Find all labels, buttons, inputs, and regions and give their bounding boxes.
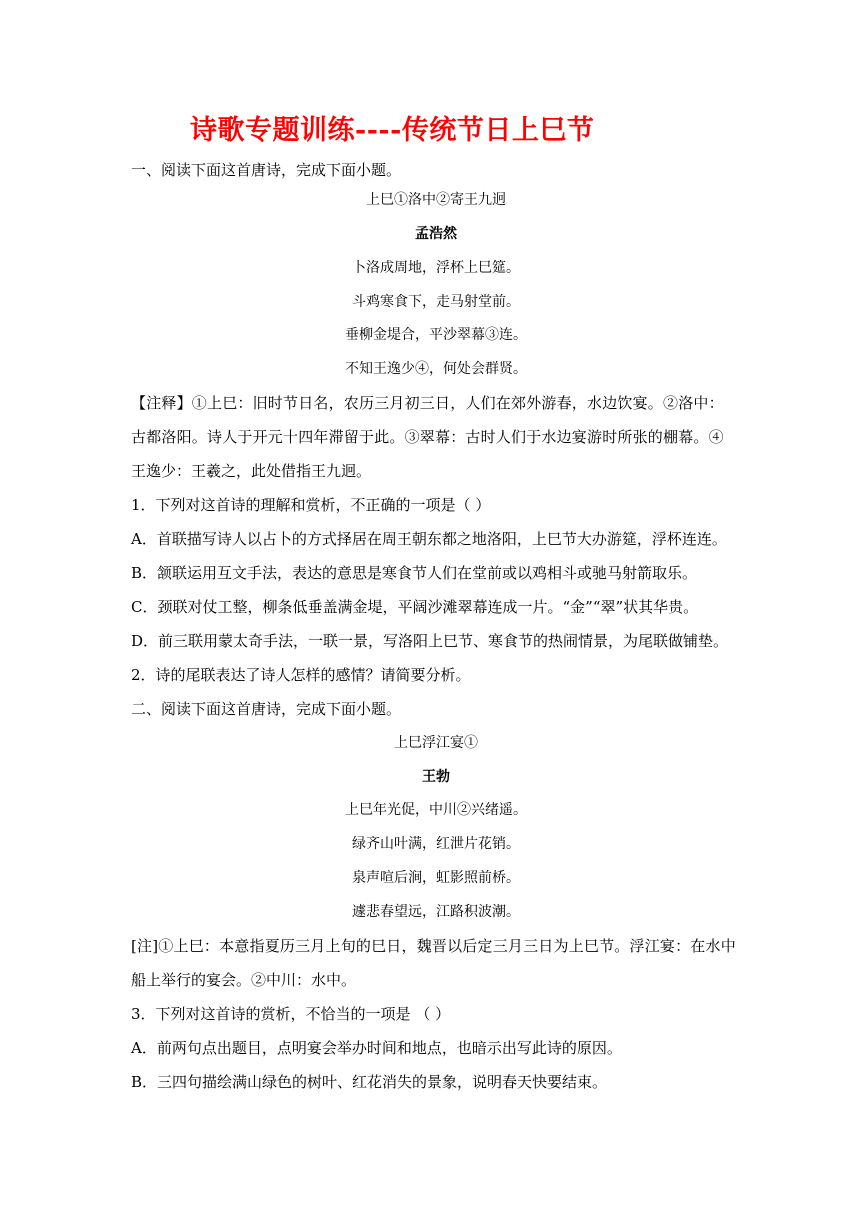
poem1-notes-line: 古都洛阳。诗人于开元十四年滞留于此。③翠幕：古时人们于水边宴游时所张的棚幕。④ bbox=[131, 428, 724, 446]
poem2-line: 遽悲春望远，江路积波潮。 bbox=[352, 904, 520, 920]
poem1-line: 垂柳金堤合，平沙翠幕③连。 bbox=[345, 327, 527, 343]
page-title: 诗歌专题训练----传统节日上巳节 bbox=[190, 115, 595, 146]
poem1-line: 斗鸡寒食下，走马射堂前。 bbox=[352, 294, 520, 310]
poem2-line: 绿齐山叶满，红泄片花销。 bbox=[352, 836, 520, 852]
poem2-author: 王勃 bbox=[422, 769, 450, 785]
poem1-author: 孟浩然 bbox=[415, 226, 457, 242]
poem2-notes-line: 船上举行的宴会。②中川：水中。 bbox=[131, 971, 357, 989]
poem2-title: 上巳浮江宴① bbox=[394, 735, 478, 751]
poem2-line: 上巳年光促，中川②兴绪遥。 bbox=[345, 802, 527, 818]
q1-option-d: D．前三联用蒙太奇手法，一联一景，写洛阳上巳节、寒食节的热闹情景，为尾联做铺垫。 bbox=[131, 632, 729, 650]
question-2: 2．诗的尾联表达了诗人怎样的感情？请简要分析。 bbox=[131, 666, 471, 684]
poem1-notes-line: 王逸少：王羲之，此处借指王九迥。 bbox=[131, 462, 372, 480]
q1-option-c: C．颈联对仗工整，柳条低垂盖满金堤，平阔沙滩翠幕连成一片。“金”“翠”状其华贵。 bbox=[131, 598, 699, 616]
q1-option-a: A．首联描写诗人以占卜的方式择居在周王朝东都之地洛阳，上巳节大办游筵，浮杯连连。 bbox=[131, 530, 727, 548]
q1-option-b: B．颔联运用互文手法，表达的意思是寒食节人们在堂前或以鸡相斗或驰马射箭取乐。 bbox=[131, 564, 698, 582]
poem2-line: 泉声喧后涧，虹影照前桥。 bbox=[352, 870, 520, 886]
section1-heading: 一、阅读下面这首唐诗，完成下面小题。 bbox=[131, 161, 402, 179]
poem1-notes-line: 【注释】①上巳：旧时节日名，农历三月初三日，人们在郊外游春，水边饮宴。②洛中： bbox=[131, 394, 724, 412]
question-1: 1．下列对这首诗的理解和赏析，不正确的一项是（ ） bbox=[131, 496, 491, 514]
q3-option-a: A．前两句点出题目，点明宴会举办时间和地点，也暗示出写此诗的原因。 bbox=[131, 1039, 622, 1057]
poem2-notes-line: [注]①上巳：本意指夏历三月上旬的巳日，魏晋以后定三月三日为上巳节。浮江宴：在水中 bbox=[131, 937, 736, 955]
poem1-title: 上巳①洛中②寄王九迥 bbox=[366, 192, 506, 208]
section2-heading: 二、阅读下面这首唐诗，完成下面小题。 bbox=[131, 700, 402, 718]
q3-option-b: B．三四句描绘满山绿色的树叶、红花消失的景象，说明春天快要结束。 bbox=[131, 1073, 608, 1091]
question-3: 3．下列对这首诗的赏析，不恰当的一项是 （ ） bbox=[131, 1005, 451, 1023]
poem1-line: 不知王逸少④，何处会群贤。 bbox=[345, 361, 527, 377]
poem1-line: 卜洛成周地，浮杯上巳筵。 bbox=[352, 260, 520, 276]
